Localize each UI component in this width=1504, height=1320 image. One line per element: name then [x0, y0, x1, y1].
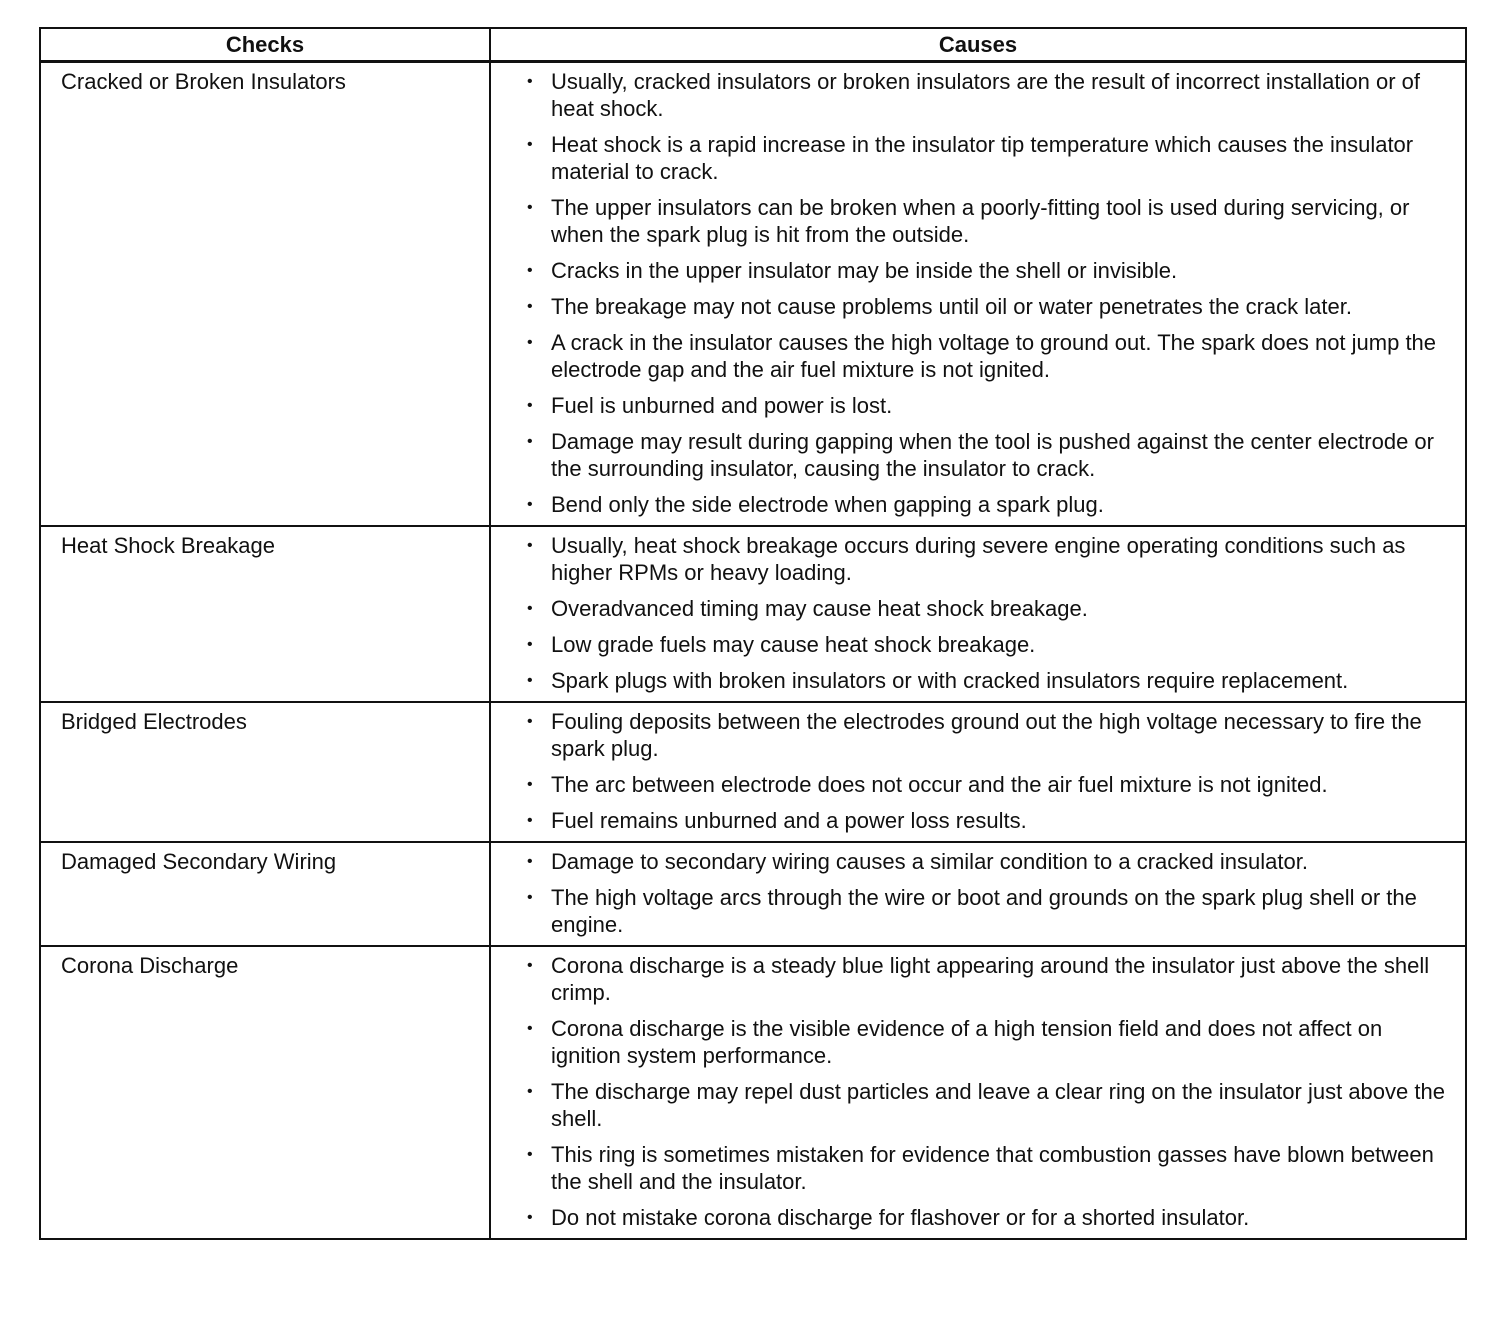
list-item [527, 532, 1451, 586]
cause-text: Usually, heat shock breakage occurs during severe engine operating conditions such as higher RPMs or heavy loading. [551, 533, 1406, 585]
cause-text: The breakage may not cause problems until oil or water penetrates the crack later. [551, 294, 1352, 319]
cause-text: Overadvanced timing may cause heat shock breakage. [551, 596, 1088, 621]
causes-cell [490, 62, 1466, 527]
list-item [527, 293, 1451, 320]
bullet-icon: • [527, 334, 533, 351]
cause-text: Damage to secondary wiring causes a similar condition to a cracked insulator. [551, 849, 1308, 874]
header-causes: Causes [490, 28, 1466, 62]
cause-text: The arc between electrode does not occur and the air fuel mixture is not ignited. [551, 772, 1328, 797]
cause-text: Corona discharge is a steady blue light appearing around the insulator just above the shell crimp. [551, 953, 1430, 1005]
check-cell: Corona Discharge [40, 946, 490, 1239]
table-row [40, 702, 1466, 842]
bullet-icon: • [527, 1209, 533, 1226]
spark-plug-diagnosis-table [39, 27, 1467, 1240]
table-row [40, 526, 1466, 702]
bullet-icon: • [527, 957, 533, 974]
cause-text: Cracks in the upper insulator may be inside the shell or invisible. [551, 258, 1178, 283]
list-item [527, 884, 1451, 938]
list-item [527, 392, 1451, 419]
table-body [40, 62, 1466, 1240]
check-cell: Damaged Secondary Wiring [40, 842, 490, 946]
cause-text: Damage may result during gapping when the tool is pushed against the center electrode or the surrounding insulator, causing the insulator to crack. [551, 429, 1434, 481]
list-item [527, 595, 1451, 622]
bullet-icon: • [527, 889, 533, 906]
table-row [40, 842, 1466, 946]
list-item [527, 131, 1451, 185]
header-checks: Checks [40, 28, 490, 62]
list-item [527, 428, 1451, 482]
cause-text: Low grade fuels may cause heat shock breakage. [551, 632, 1036, 657]
check-cell: Cracked or Broken Insulators [40, 62, 490, 527]
bullet-icon: • [527, 600, 533, 617]
cause-list [527, 708, 1451, 834]
causes-cell [490, 702, 1466, 842]
list-item [527, 1078, 1451, 1132]
list-item [527, 952, 1451, 1006]
cause-text: The upper insulators can be broken when a poorly-fitting tool is used during servicing, or when the spark plug is hit from the outside. [551, 195, 1410, 247]
cause-text: A crack in the insulator causes the high voltage to ground out. The spark does not jump the electrode gap and the air fuel mixture is not ignited. [551, 330, 1437, 382]
table-row [40, 62, 1466, 527]
bullet-icon: • [527, 433, 533, 450]
causes-cell [490, 526, 1466, 702]
cause-text: Fouling deposits between the electrodes ground out the high voltage necessary to fire the spark plug. [551, 709, 1422, 761]
bullet-icon: • [527, 1083, 533, 1100]
bullet-icon: • [527, 812, 533, 829]
list-item [527, 194, 1451, 248]
list-item [527, 631, 1451, 658]
cause-text: Spark plugs with broken insulators or with cracked insulators require replacement. [551, 668, 1349, 693]
list-item [527, 1015, 1451, 1069]
cause-text: Corona discharge is the visible evidence of a high tension field and does not affect on ignition system performance. [551, 1016, 1383, 1068]
cause-text: Do not mistake corona discharge for flashover or for a shorted insulator. [551, 1205, 1250, 1230]
list-item [527, 1204, 1451, 1231]
cause-list [527, 848, 1451, 938]
table-row [40, 946, 1466, 1239]
cause-text: The discharge may repel dust particles and leave a clear ring on the insulator just above the shell. [551, 1079, 1445, 1131]
list-item [527, 848, 1451, 875]
cause-list [527, 68, 1451, 518]
bullet-icon: • [527, 136, 533, 153]
bullet-icon: • [527, 262, 533, 279]
cause-text: Bend only the side electrode when gapping a spark plug. [551, 492, 1104, 517]
cause-text: The high voltage arcs through the wire or boot and grounds on the spark plug shell or the engine. [551, 885, 1417, 937]
cause-list [527, 532, 1451, 694]
bullet-icon: • [527, 636, 533, 653]
bullet-icon: • [527, 713, 533, 730]
list-item [527, 68, 1451, 122]
diagnosis-sheet [39, 27, 1465, 1240]
causes-cell [490, 946, 1466, 1239]
causes-cell [490, 842, 1466, 946]
cause-text: Usually, cracked insulators or broken insulators are the result of incorrect installation or of heat shock. [551, 69, 1420, 121]
list-item [527, 807, 1451, 834]
bullet-icon: • [527, 1146, 533, 1163]
bullet-icon: • [527, 73, 533, 90]
bullet-icon: • [527, 496, 533, 513]
check-cell: Bridged Electrodes [40, 702, 490, 842]
bullet-icon: • [527, 672, 533, 689]
bullet-icon: • [527, 537, 533, 554]
bullet-icon: • [527, 397, 533, 414]
list-item [527, 667, 1451, 694]
list-item [527, 708, 1451, 762]
cause-text: Fuel is unburned and power is lost. [551, 393, 893, 418]
bullet-icon: • [527, 298, 533, 315]
list-item [527, 771, 1451, 798]
cause-text: This ring is sometimes mistaken for evidence that combustion gasses have blown between the shell and the insulator. [551, 1142, 1434, 1194]
list-item [527, 491, 1451, 518]
check-cell: Heat Shock Breakage [40, 526, 490, 702]
list-item [527, 329, 1451, 383]
cause-text: Fuel remains unburned and a power loss results. [551, 808, 1027, 833]
list-item [527, 1141, 1451, 1195]
cause-text: Heat shock is a rapid increase in the insulator tip temperature which causes the insulator material to crack. [551, 132, 1414, 184]
header-row [40, 28, 1466, 62]
list-item [527, 257, 1451, 284]
bullet-icon: • [527, 853, 533, 870]
cause-list [527, 952, 1451, 1231]
bullet-icon: • [527, 199, 533, 216]
bullet-icon: • [527, 776, 533, 793]
bullet-icon: • [527, 1020, 533, 1037]
